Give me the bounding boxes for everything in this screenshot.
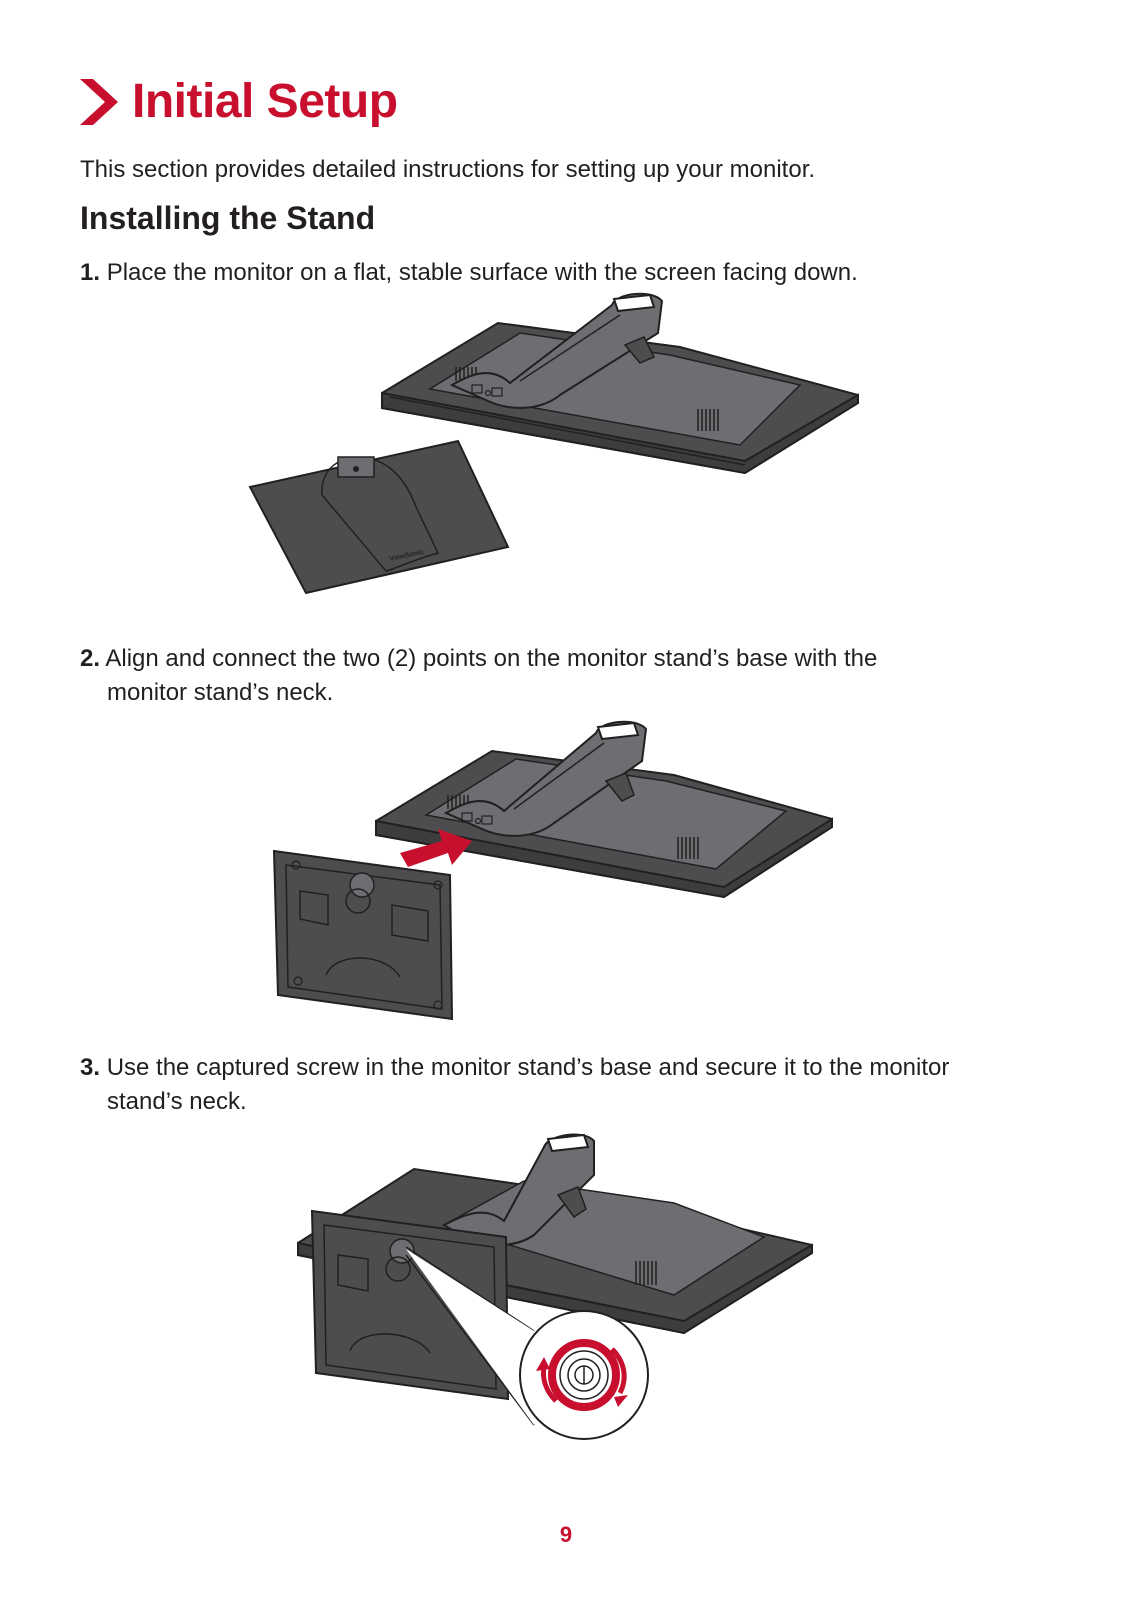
step-number: 2. [80,645,101,672]
chevron-right-icon [80,79,118,125]
step-2 [80,642,1080,710]
step-number: 3. [80,1054,101,1081]
stand-base-underside [274,851,452,1019]
intro-text: This section provides detailed instructions for setting up your monitor. [80,156,816,183]
step-text-continued: monitor stand’s neck. [107,679,334,706]
page-title: Initial Setup [132,75,398,128]
section-title: Installing the Stand [80,200,376,236]
step-3 [80,1051,1080,1119]
brand-logo: ViewSonic [388,548,425,563]
step-text-continued: stand’s neck. [107,1088,247,1115]
step-text: Use the captured screw in the monitor stand’s base and secure it to the monitor [106,1054,950,1081]
stand-base [250,441,508,593]
figure-monitor-face-down [240,285,880,605]
page-header [80,74,398,129]
page-number: 9 [559,1522,573,1547]
step-text: Place the monitor on a flat, stable surface with the screen facing down. [106,259,858,286]
step-number: 1. [80,259,101,286]
figure-align-base [266,715,846,1035]
step-text: Align and connect the two (2) points on the monitor stand’s base with the [105,645,878,672]
figure-secure-screw [294,1125,824,1455]
